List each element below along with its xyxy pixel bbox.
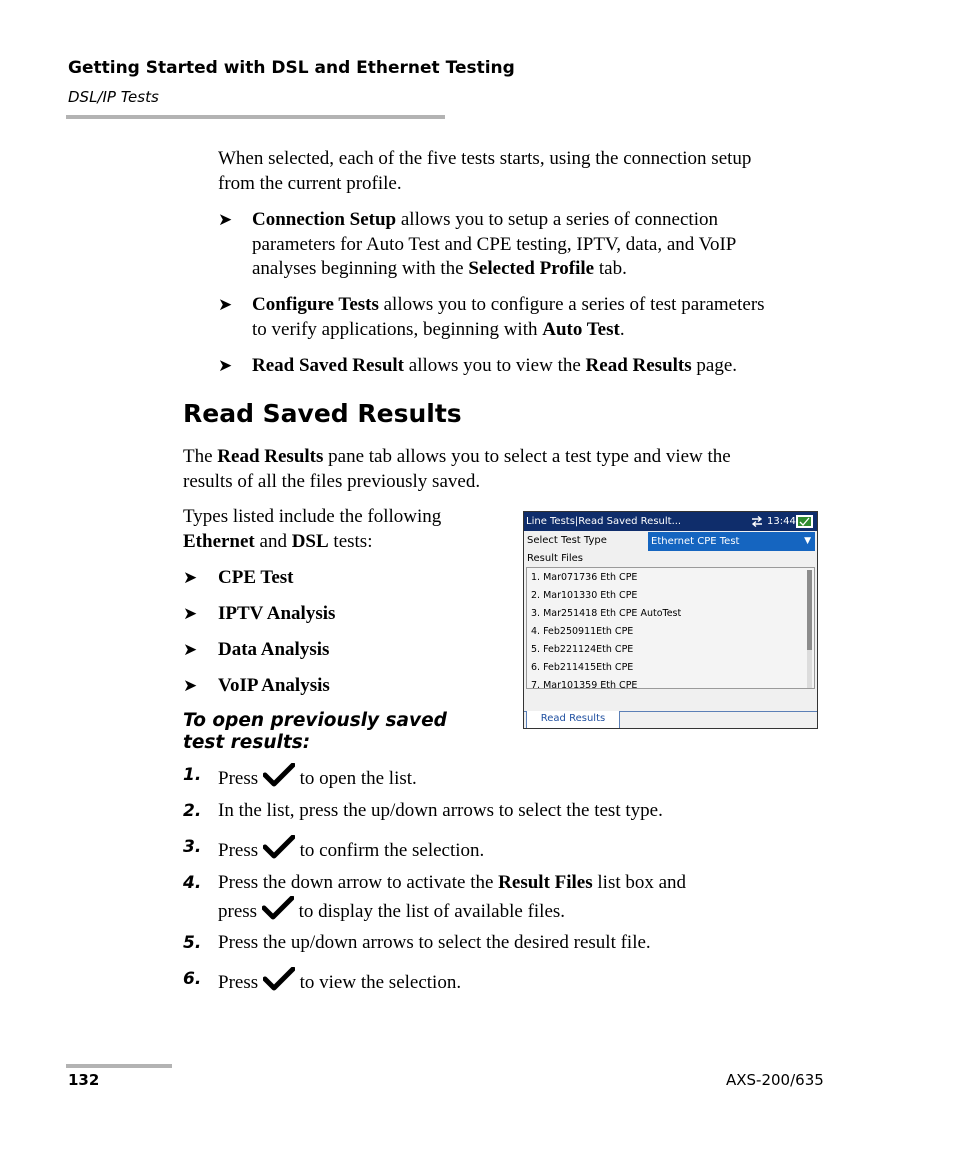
test-type-label: Data Analysis bbox=[218, 639, 330, 660]
arrow-bullet-icon: ➤ bbox=[183, 568, 198, 587]
arrow-bullet-icon: ➤ bbox=[218, 356, 233, 375]
step-text: to confirm the selection. bbox=[294, 840, 485, 861]
arrow-bullet-icon: ➤ bbox=[218, 210, 233, 229]
option-name: Connection Setup bbox=[252, 209, 397, 230]
arrow-bullet-icon: ➤ bbox=[183, 640, 198, 659]
paragraph-text: Types listed include the following bbox=[183, 506, 442, 527]
checkmark-icon bbox=[263, 835, 295, 859]
dropdown-arrow-icon: ▼ bbox=[804, 536, 811, 546]
device-title-bar bbox=[524, 512, 817, 531]
paragraph-bold-term: Ethernet bbox=[183, 530, 255, 552]
device-clock: 13:44 bbox=[767, 516, 796, 527]
checkmark-icon bbox=[263, 967, 295, 991]
product-model: AXS-200/635 bbox=[726, 1071, 824, 1089]
option-bold-term: Read Results bbox=[585, 355, 692, 376]
step-text: In the list, press the up/down arrows to select the test type. bbox=[218, 800, 663, 821]
step-text: Press bbox=[218, 840, 263, 861]
step-number: 3. bbox=[183, 837, 202, 857]
page-number: 132 bbox=[68, 1071, 100, 1089]
option-text: tab. bbox=[594, 258, 627, 279]
option-text: allows you to view the bbox=[404, 355, 586, 376]
step-text: Press the down arrow to activate the bbox=[218, 872, 499, 893]
option-text: analyses beginning with the bbox=[252, 258, 469, 279]
result-file-item[interactable]: 6. Feb211415Eth CPE bbox=[531, 662, 634, 673]
footer-rule bbox=[66, 1064, 172, 1068]
option-bold-term: Selected Profile bbox=[468, 258, 595, 279]
arrow-bullet-icon: ➤ bbox=[183, 676, 198, 695]
procedure-title: To open previously saved test results: bbox=[183, 710, 447, 753]
option-text: page. bbox=[691, 355, 738, 376]
step-bold-term: Result Files bbox=[498, 872, 593, 893]
result-file-item[interactable]: 4. Feb250911Eth CPE bbox=[531, 626, 634, 637]
step-number: 2. bbox=[183, 801, 202, 821]
step-text: to open the list. bbox=[294, 768, 417, 789]
device-screenshot bbox=[523, 511, 818, 729]
test-type-label: CPE Test bbox=[218, 567, 294, 588]
result-files-label: Result Files bbox=[527, 553, 584, 564]
option-name: Configure Tests bbox=[252, 294, 379, 315]
paragraph-text: and bbox=[254, 530, 292, 552]
step-text: Press the up/down arrows to select the desired result file. bbox=[218, 932, 651, 953]
types-paragraph bbox=[183, 505, 503, 554]
arrow-bullet-icon: ➤ bbox=[183, 604, 198, 623]
option-text: allows you to setup a series of connection bbox=[396, 209, 718, 230]
test-type-label: VoIP Analysis bbox=[218, 675, 330, 696]
intro-line: When selected, each of the five tests starts, using the connection setup bbox=[218, 148, 752, 169]
running-header-title: Getting Started with DSL and Ethernet Testing bbox=[68, 58, 515, 78]
step-text: list box and bbox=[592, 872, 687, 893]
tab-label: Read Results bbox=[540, 713, 606, 724]
result-files-listbox[interactable] bbox=[526, 567, 815, 689]
step-text: Press bbox=[218, 768, 263, 789]
step-text: to view the selection. bbox=[294, 972, 462, 993]
option-text: to verify applications, beginning with bbox=[252, 318, 543, 340]
arrow-bullet-icon: ➤ bbox=[218, 295, 233, 314]
step-number: 6. bbox=[183, 969, 202, 989]
paragraph-bold-term: DSL bbox=[291, 530, 329, 552]
paragraph-text: The bbox=[183, 446, 218, 467]
running-header-subtitle: DSL/IP Tests bbox=[68, 88, 159, 106]
intro-line: from the current profile. bbox=[218, 172, 402, 194]
tab-read-results[interactable] bbox=[526, 711, 620, 729]
step-number: 4. bbox=[183, 873, 202, 893]
step-text: press bbox=[218, 901, 262, 922]
device-window-title: Line Tests|Read Saved Result... bbox=[526, 516, 682, 527]
transfer-arrows-icon bbox=[751, 516, 763, 527]
test-type-selected-value: Ethernet CPE Test bbox=[651, 536, 740, 547]
step-number: 5. bbox=[183, 933, 202, 953]
test-type-label: IPTV Analysis bbox=[218, 603, 336, 624]
option-text: allows you to configure a series of test parameters bbox=[378, 294, 765, 315]
paragraph-text: pane tab allows you to select a test type and view the bbox=[323, 446, 731, 467]
battery-icon bbox=[796, 515, 813, 528]
option-text: parameters for Auto Test and CPE testing, IPTV, data, and VoIP bbox=[252, 233, 737, 255]
result-file-item[interactable]: 2. Mar101330 Eth CPE bbox=[531, 590, 638, 601]
select-test-type-label: Select Test Type bbox=[527, 535, 607, 546]
section-paragraph bbox=[183, 445, 823, 494]
paragraph-text: results of all the files previously saved. bbox=[183, 470, 481, 492]
result-file-item[interactable]: 7. Mar101359 Eth CPE bbox=[531, 680, 638, 689]
section-heading: Read Saved Results bbox=[183, 399, 462, 428]
option-bold-term: Auto Test bbox=[542, 318, 620, 340]
step-number: 1. bbox=[183, 765, 202, 785]
intro-paragraph bbox=[218, 147, 751, 196]
paragraph-text: tests: bbox=[328, 530, 373, 552]
step-text: Press bbox=[218, 972, 263, 993]
result-file-item[interactable]: 5. Feb221124Eth CPE bbox=[531, 644, 634, 655]
option-text: . bbox=[619, 318, 625, 340]
checkmark-icon bbox=[263, 763, 295, 787]
result-file-item[interactable]: 1. Mar071736 Eth CPE bbox=[531, 572, 638, 583]
option-name: Read Saved Result bbox=[252, 355, 405, 376]
test-type-dropdown[interactable] bbox=[648, 532, 815, 551]
result-file-item[interactable]: 3. Mar251418 Eth CPE AutoTest bbox=[531, 608, 682, 619]
step-text: to display the list of available files. bbox=[293, 901, 566, 922]
paragraph-bold-term: Read Results bbox=[217, 446, 324, 467]
listbox-scrollbar-thumb[interactable] bbox=[807, 570, 812, 650]
checkmark-icon bbox=[262, 896, 294, 920]
header-rule bbox=[66, 115, 445, 119]
